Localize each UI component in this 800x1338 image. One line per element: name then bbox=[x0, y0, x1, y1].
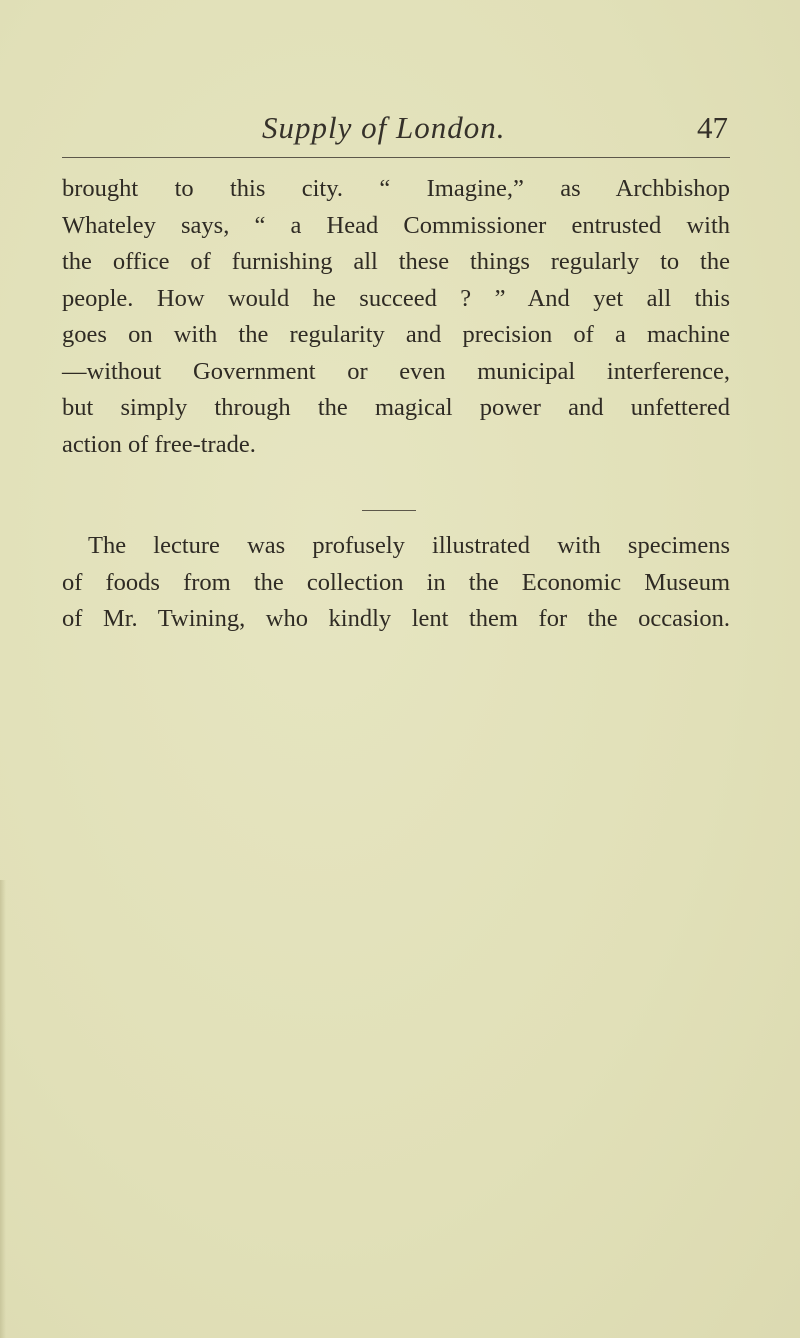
running-head-title: Supply of London. bbox=[262, 110, 506, 145]
text-line: of Mr. Twining, who kindly lent them for the occasion. bbox=[62, 605, 730, 632]
text-line: of foods from the collection in the Economic Museum bbox=[62, 568, 730, 596]
text-line: but simply through the magical power and unfettered bbox=[62, 394, 730, 421]
running-head bbox=[0, 110, 800, 150]
page-number: 47 bbox=[697, 110, 728, 145]
text-line: goes on with the regularity and precision of a machine bbox=[62, 321, 730, 348]
page-edge-shadow bbox=[0, 880, 6, 1338]
text-line: —without Government or even municipal interference, bbox=[62, 357, 730, 385]
text-line: Whateley says, “ a Head Commissioner entrusted with bbox=[62, 211, 730, 239]
header-rule bbox=[62, 157, 730, 158]
text-line: the office of furnishing all these things regularly to the bbox=[62, 248, 730, 275]
text-line: The lecture was profusely illustrated with specimens bbox=[88, 532, 730, 559]
paragraph-1 bbox=[62, 171, 730, 463]
text-line: action of free-trade. bbox=[62, 430, 256, 458]
section-separator-rule bbox=[362, 510, 416, 511]
text-line: brought to this city. “ Imagine,” as Archbishop bbox=[62, 175, 730, 202]
text-line: people. How would he succeed ? ” And yet all this bbox=[62, 284, 730, 312]
paragraph-2 bbox=[62, 528, 730, 638]
